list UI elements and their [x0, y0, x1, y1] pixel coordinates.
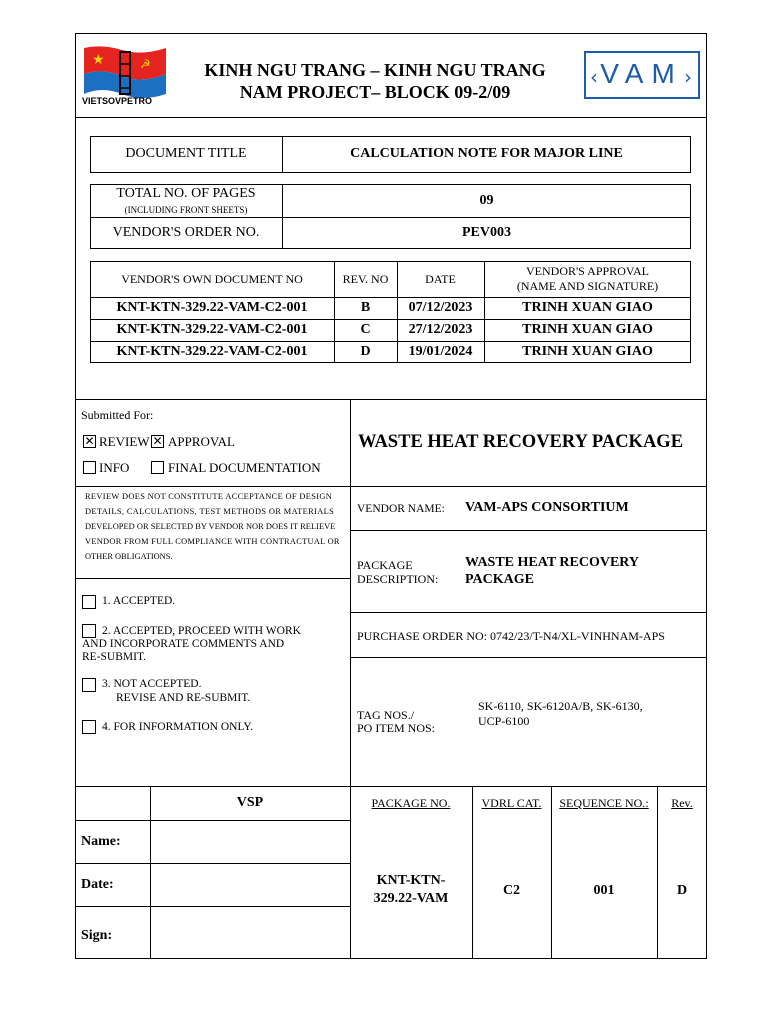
rev-row-doc: KNT-KTN-329.22-VAM-C2-001: [116, 322, 308, 337]
submitted-for-label: Submitted For:: [81, 408, 154, 422]
package-desc-value: WASTE HEAT RECOVERY: [465, 555, 640, 570]
tag-nos-value-2: UCP-6100: [478, 714, 530, 728]
right-row-line: [350, 530, 707, 531]
svg-text:☭: ☭: [140, 57, 151, 71]
disclaimer-line: VENDOR FROM FULL COMPLIANCE WITH CONTRACTUAL OR: [85, 537, 340, 546]
svg-text:★: ★: [92, 53, 105, 68]
rev-header-date: DATE: [425, 272, 456, 286]
project-title-line1: KINH NGU TRANG – KINH NGU TRANG: [204, 60, 546, 80]
vietsovpetro-logo: [82, 44, 170, 108]
information-only-checkbox[interactable]: [82, 720, 96, 734]
vam-logo: [584, 51, 700, 99]
disclaimer-line: DETAILS, CALCULATIONS, TEST METHODS OR MATERIALS: [85, 507, 335, 516]
package-no-value-2: 329.22-VAM: [373, 891, 449, 906]
right-row-line: [350, 657, 707, 658]
code-col-line: [657, 786, 658, 959]
sign-label: Sign:: [81, 928, 113, 943]
sequence-no-value: 001: [593, 883, 615, 898]
rev-row-rev: C: [360, 322, 371, 337]
rev-row-doc: KNT-KTN-329.22-VAM-C2-001: [116, 344, 308, 359]
rev-row-rev: D: [360, 344, 371, 359]
vam-left-chevron: ‹: [590, 65, 598, 89]
rev-header-approval-sub: (NAME AND SIGNATURE): [516, 279, 659, 293]
information-only-label: 4. FOR INFORMATION ONLY.: [102, 721, 254, 733]
rev-row-approval: TRINH XUAN GIAO: [522, 344, 653, 359]
logo-text: VIETSOVPETRO: [82, 96, 153, 106]
document-title-label: DOCUMENT TITLE: [125, 146, 247, 161]
info-checkbox[interactable]: [83, 461, 96, 474]
po-item-label: PO ITEM NOS:: [357, 721, 436, 735]
sign-row-line: [75, 906, 350, 907]
approval-checkbox[interactable]: ✕: [152, 434, 163, 448]
final-documentation-checkbox[interactable]: [151, 461, 164, 474]
rev-row-doc: KNT-KTN-329.22-VAM-C2-001: [116, 300, 308, 315]
accepted-proceed-label-3: RE-SUBMIT.: [82, 651, 146, 663]
package-no-header: PACKAGE NO.: [371, 796, 451, 810]
review-checkbox[interactable]: ✕: [84, 434, 95, 448]
total-pages-sublabel: (INCLUDING FRONT SHEETS): [124, 205, 248, 215]
package-no-value: KNT-KTN-: [376, 873, 446, 888]
vam-logo-text: VAM: [600, 58, 683, 89]
project-title-line2: NAM PROJECT– BLOCK 09-2/09: [239, 82, 511, 102]
info-section-divider: [75, 399, 707, 400]
rev-row-date: 19/01/2024: [408, 344, 473, 359]
rev-row-line: [90, 341, 691, 342]
tag-nos-value: SK-6110, SK-6120A/B, SK-6130,: [478, 699, 643, 713]
package-desc-value-2: PACKAGE: [465, 572, 534, 587]
rev-row-approval: TRINH XUAN GIAO: [522, 300, 653, 315]
vdrl-cat-value: C2: [502, 883, 521, 898]
code-col-line: [551, 786, 552, 959]
review-label: REVIEW: [99, 434, 150, 449]
vendor-name-value: VAM-APS CONSORTIUM: [465, 500, 629, 515]
disclaimer-line: REVIEW DOES NOT CONSTITUTE ACCEPTANCE OF DESIGN: [85, 492, 333, 501]
rev-row-line: [90, 319, 691, 320]
not-accepted-label-2: REVISE AND RE-SUBMIT.: [116, 692, 251, 704]
rev-value: D: [676, 883, 688, 898]
final-documentation-label: FINAL DOCUMENTATION: [168, 460, 321, 475]
info-label: INFO: [99, 460, 130, 475]
name-label: Name:: [81, 834, 121, 849]
vendor-order-value: PEV003: [462, 225, 511, 240]
vsp-header: VSP: [236, 795, 264, 810]
code-col-line: [472, 786, 473, 959]
vam-right-chevron: ›: [684, 65, 692, 89]
package-desc-label-2: DESCRIPTION:: [357, 572, 439, 586]
vendor-name-label: VENDOR NAME:: [357, 503, 445, 515]
sign-row-line: [75, 820, 350, 821]
right-row-line: [350, 486, 707, 487]
date-label: Date:: [81, 877, 114, 892]
pages-order-divider: [90, 217, 691, 218]
rev-row-line: [90, 297, 691, 298]
rev-row-rev: B: [360, 300, 371, 315]
package-desc-label: PACKAGE: [357, 558, 413, 572]
not-accepted-label: 3. NOT ACCEPTED.: [102, 678, 202, 690]
purchase-order-text: PURCHASE ORDER NO: 0742/23/T-N4/XL-VINHNAM-APS: [357, 629, 665, 643]
approval-label: APPROVAL: [168, 434, 235, 449]
accepted-label: 1. ACCEPTED.: [102, 595, 176, 607]
total-pages-value: 09: [479, 193, 494, 208]
total-pages-label: TOTAL NO. OF PAGES: [116, 186, 256, 201]
vendor-order-label: VENDOR'S ORDER NO.: [112, 225, 260, 240]
package-heading: WASTE HEAT RECOVERY PACKAGE: [358, 432, 684, 452]
vdrl-cat-header: VDRL CAT.: [481, 796, 542, 810]
sign-row-line: [75, 863, 350, 864]
rev-header-approval: VENDOR'S APPROVAL: [526, 264, 649, 278]
rev-header: Rev.: [671, 796, 693, 810]
rev-header-rev: REV. NO: [342, 272, 389, 286]
rev-row-approval: TRINH XUAN GIAO: [522, 322, 653, 337]
not-accepted-checkbox[interactable]: [82, 678, 96, 692]
rev-row-date: 27/12/2023: [408, 322, 473, 337]
disclaimer-line: DEVELOPED OR SELECTED BY VENDOR NOR DOES IT RELIEVE: [85, 522, 336, 531]
sequence-no-header: SEQUENCE NO.:: [559, 796, 649, 810]
accepted-proceed-checkbox[interactable]: [82, 624, 96, 638]
left-row-line: [75, 578, 350, 579]
header-divider: [75, 117, 707, 118]
rev-row-date: 07/12/2023: [408, 300, 473, 315]
left-row-line: [75, 486, 350, 487]
bottom-section-divider: [75, 786, 707, 787]
sign-col-line: [150, 786, 151, 959]
document-title-value: CALCULATION NOTE FOR MAJOR LINE: [350, 146, 623, 161]
right-row-line: [350, 612, 707, 613]
tag-nos-label: TAG NOS./: [357, 708, 415, 722]
disclaimer-line: OTHER OBLIGATIONS.: [85, 552, 173, 561]
accepted-proceed-label: 2. ACCEPTED, PROCEED WITH WORK: [102, 625, 301, 637]
accepted-checkbox[interactable]: [82, 595, 96, 609]
accepted-proceed-label-2: AND INCORPORATE COMMENTS AND: [82, 638, 285, 650]
rev-header-doc: VENDOR'S OWN DOCUMENT NO: [121, 272, 303, 286]
